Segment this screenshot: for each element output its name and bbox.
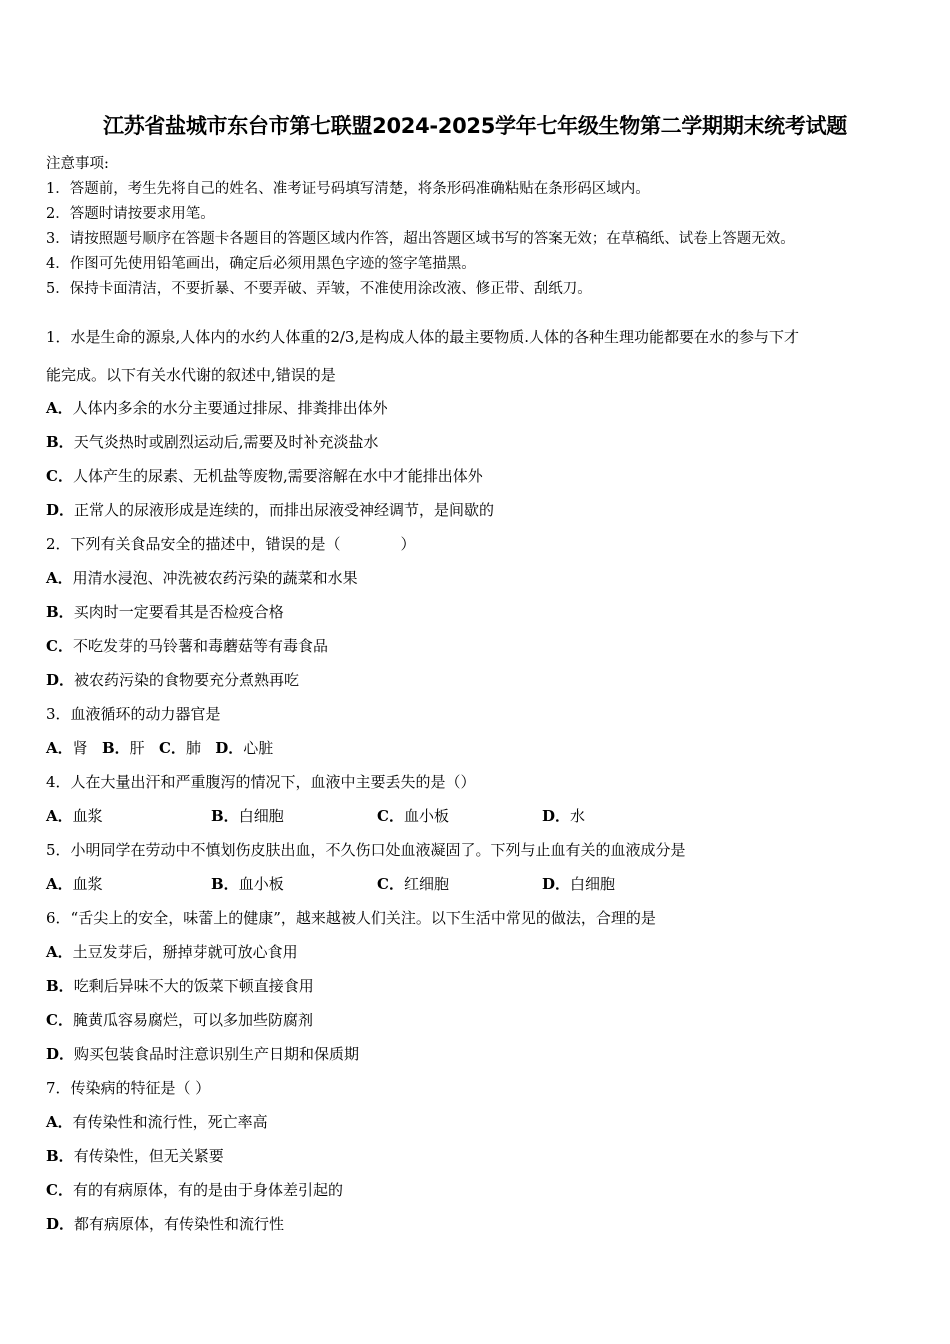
option-label: B． bbox=[46, 433, 74, 451]
notice-item: 4．作图可先使用铅笔画出，确定后必须用黑色字迹的签字笔描黑。 bbox=[46, 256, 476, 272]
option-text: 红细胞 bbox=[403, 875, 449, 893]
question-4-options bbox=[46, 805, 906, 825]
notice-item: 5．保持卡面清洁，不要折暴、不要弄破、弄皱，不准使用涂改液、修正带、刮纸刀。 bbox=[46, 281, 592, 297]
option-label: C． bbox=[46, 1011, 73, 1029]
option-c bbox=[377, 873, 449, 894]
question-1-option-b bbox=[46, 431, 378, 452]
option-a bbox=[46, 805, 103, 826]
question-7-option-c bbox=[46, 1179, 343, 1200]
option-label: C． bbox=[46, 637, 73, 655]
option-label: B． bbox=[101, 739, 130, 757]
question-2-option-b bbox=[46, 601, 284, 622]
option-text: 肺 bbox=[185, 739, 201, 757]
option-text: 人体产生的尿素、无机盐等废物,需要溶解在水中才能排出体外 bbox=[72, 467, 483, 485]
option-text: 土豆发芽后，掰掉芽就可放心食用 bbox=[72, 943, 298, 961]
option-text: 血浆 bbox=[72, 807, 103, 825]
notice-item: 3．请按照题号顺序在答题卡各题目的答题区域内作答，超出答题区域书写的答案无效；在草稿纸、试卷上答题无效。 bbox=[46, 231, 795, 247]
option-b bbox=[211, 873, 284, 894]
question-6-stem: 6．“舌尖上的安全，味蕾上的健康”，越来越被人们关注。以下生活中常见的做法，合理的是 bbox=[46, 909, 656, 927]
question-5-options bbox=[46, 873, 906, 893]
option-text: 正常人的尿液形成是连续的，而排出尿液受神经调节，是间歇的 bbox=[74, 501, 495, 519]
option-text: 吃剩后异味不大的饭菜下顿直接食用 bbox=[73, 977, 314, 995]
option-text: 白细胞 bbox=[238, 807, 284, 825]
option-a bbox=[46, 873, 103, 894]
option-c bbox=[377, 805, 449, 826]
option-text: 心脏 bbox=[243, 739, 274, 757]
option-b bbox=[211, 805, 284, 826]
option-label: B． bbox=[46, 977, 74, 995]
question-2-option-c bbox=[46, 635, 328, 656]
option-text: 血小板 bbox=[403, 807, 449, 825]
option-text: 人体内多余的水分主要通过排尿、排粪排出体外 bbox=[72, 399, 388, 417]
question-7-option-a bbox=[46, 1111, 268, 1132]
option-label: A． bbox=[46, 807, 73, 825]
option-text: 血小板 bbox=[238, 875, 284, 893]
option-label: D． bbox=[542, 807, 571, 825]
option-d bbox=[542, 873, 615, 894]
question-4-stem: 4．人在大量出汗和严重腹泻的情况下，血液中主要丢失的是（） bbox=[46, 773, 476, 791]
page-title: 江苏省盐城市东台市第七联盟2024-2025学年七年级生物第二学期期末统考试题 bbox=[103, 114, 847, 138]
option-text: 白细胞 bbox=[570, 875, 616, 893]
option-text: 血浆 bbox=[72, 875, 103, 893]
option-text: 肝 bbox=[129, 739, 145, 757]
option-text: 腌黄瓜容易腐烂，可以多加些防腐剂 bbox=[72, 1011, 313, 1029]
option-label: B． bbox=[46, 1147, 74, 1165]
option-label: C． bbox=[46, 467, 73, 485]
option-label: C． bbox=[46, 1181, 73, 1199]
option-label: D． bbox=[46, 671, 75, 689]
option-label: D． bbox=[215, 739, 244, 757]
question-1-option-c bbox=[46, 465, 483, 486]
question-1-option-a bbox=[46, 397, 388, 418]
question-7-option-b bbox=[46, 1145, 224, 1166]
option-label: B． bbox=[211, 807, 239, 825]
question-6-option-a bbox=[46, 941, 298, 962]
question-1-stem-line2: 能完成。以下有关水代谢的叙述中,错误的是 bbox=[46, 366, 336, 384]
option-label: B． bbox=[46, 603, 74, 621]
question-2-option-d bbox=[46, 669, 299, 690]
option-label: B． bbox=[211, 875, 239, 893]
question-3-stem: 3．血液循环的动力器官是 bbox=[46, 705, 221, 723]
option-label: C． bbox=[377, 807, 404, 825]
question-5-stem: 5．小明同学在劳动中不慎划伤皮肤出血，不久伤口处血液凝固了。下列与止血有关的血液成分是 bbox=[46, 841, 686, 859]
option-text: 有传染性和流行性，死亡率高 bbox=[72, 1113, 268, 1131]
question-1-stem-line1: 1．水是生命的源泉,人体内的水约人体重的2/3,是构成人体的最主要物质.人体的各种生理功能都要在水的参与下才 bbox=[46, 328, 799, 346]
question-2-stem: 2．下列有关食品安全的描述中，错误的是（ ） bbox=[46, 535, 416, 553]
option-label: C． bbox=[158, 739, 186, 757]
question-1-option-d bbox=[46, 499, 494, 520]
option-label: A． bbox=[46, 1113, 73, 1131]
question-6-option-d bbox=[46, 1043, 359, 1064]
notice-item: 2．答题时请按要求用笔。 bbox=[46, 206, 215, 222]
option-text: 有的有病原体，有的是由于身体差引起的 bbox=[72, 1181, 343, 1199]
option-text: 用清水浸泡、冲洗被农药污染的蔬菜和水果 bbox=[72, 569, 358, 587]
question-6-option-c bbox=[46, 1009, 313, 1030]
option-text: 被农药污染的食物要充分煮熟再吃 bbox=[74, 671, 300, 689]
option-label: A． bbox=[46, 943, 73, 961]
option-text: 有传染性，但无关紧要 bbox=[73, 1147, 224, 1165]
option-label: D． bbox=[46, 501, 75, 519]
option-label: A． bbox=[46, 399, 73, 417]
option-text: 水 bbox=[570, 807, 586, 825]
option-label: D． bbox=[46, 1045, 75, 1063]
option-text: 肾 bbox=[72, 739, 88, 757]
option-label: A． bbox=[46, 569, 73, 587]
option-label: C． bbox=[377, 875, 404, 893]
notice-item: 1．答题前，考生先将自己的姓名、准考证号码填写清楚，将条形码准确粘贴在条形码区域内。 bbox=[46, 181, 650, 197]
question-7-option-d bbox=[46, 1213, 284, 1234]
option-text: 购买包装食品时注意识别生产日期和保质期 bbox=[74, 1045, 360, 1063]
question-6-option-b bbox=[46, 975, 314, 996]
option-text: 买肉时一定要看其是否检疫合格 bbox=[73, 603, 284, 621]
option-text: 不吃发芽的马铃薯和毒蘑菇等有毒食品 bbox=[72, 637, 328, 655]
option-label: A． bbox=[46, 739, 73, 757]
question-3-options bbox=[46, 737, 273, 758]
question-2-option-a bbox=[46, 567, 358, 588]
option-text: 天气炎热时或剧烈运动后,需要及时补充淡盐水 bbox=[73, 433, 379, 451]
option-label: D． bbox=[46, 1215, 75, 1233]
notice-heading: 注意事项: bbox=[46, 156, 109, 172]
option-label: A． bbox=[46, 875, 73, 893]
question-7-stem: 7．传染病的特征是（ ） bbox=[46, 1079, 211, 1097]
option-d bbox=[542, 805, 585, 826]
option-text: 都有病原体，有传染性和流行性 bbox=[74, 1215, 285, 1233]
option-label: D． bbox=[542, 875, 571, 893]
